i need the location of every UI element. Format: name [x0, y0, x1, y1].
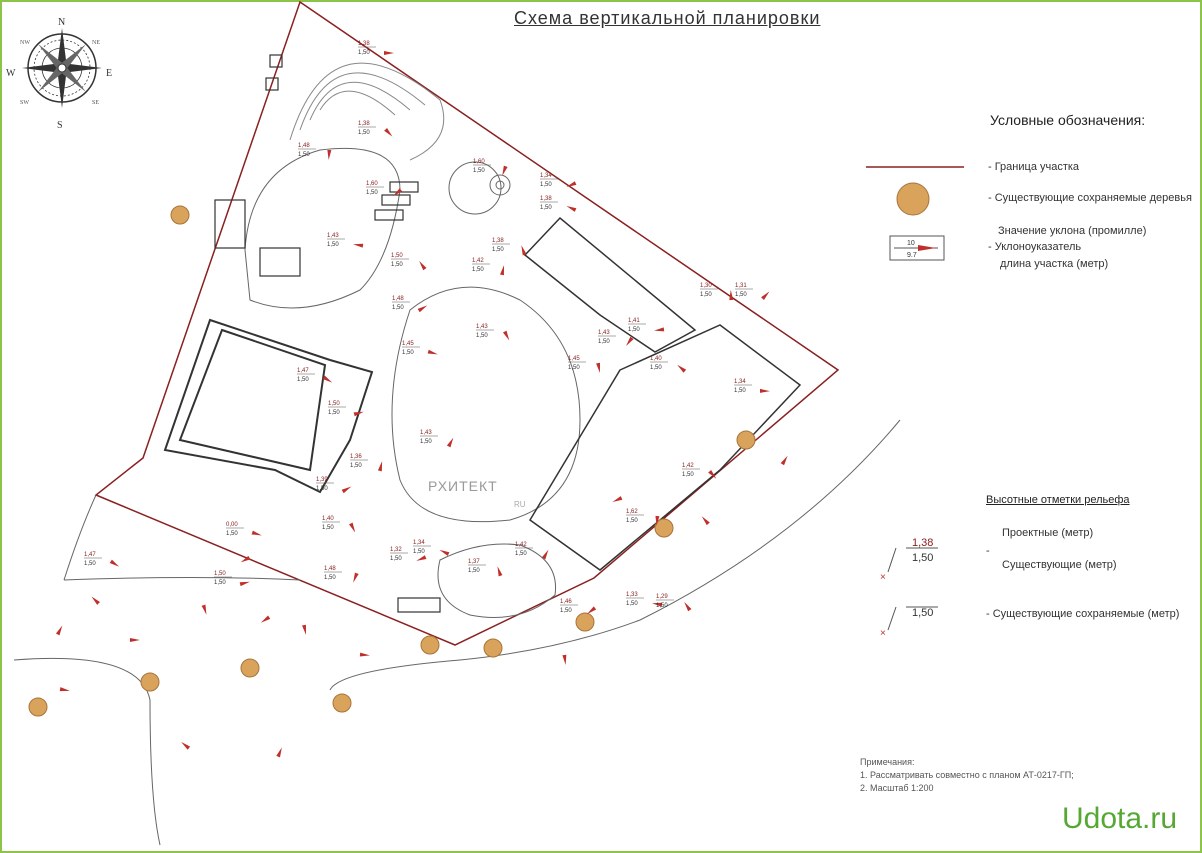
watermark-text: РХИТЕКТ: [428, 478, 498, 494]
elevation-legend-title: Высотные отметки рельефа: [986, 494, 1130, 506]
existing-elevation-value: 1,50: [735, 292, 747, 298]
slope-arrow-icon: [130, 638, 140, 642]
existing-elevation-value: 1,50: [298, 152, 310, 158]
site-watermark[interactable]: Udota.ru: [1062, 802, 1178, 835]
tree-icon: [333, 694, 351, 712]
slope-arrow-icon: [384, 128, 394, 138]
project-elevation-value: 1,60: [366, 181, 378, 187]
slope-arrow-icon: [683, 601, 692, 612]
tree-icon: [421, 636, 439, 654]
project-elevation-value: 1,46: [560, 599, 572, 605]
project-elevation-value: 1,34: [734, 379, 746, 385]
elevation-mark: [682, 463, 700, 478]
existing-elevation-value: 1,50: [468, 568, 480, 574]
slope-arrow-icon: [781, 455, 790, 466]
existing-elevation-value: 1,50: [473, 168, 485, 174]
svg-text:×: ×: [880, 572, 886, 583]
existing-elevation-value: 1,50: [700, 292, 712, 298]
watermark-sub: RU: [514, 500, 526, 509]
legend-length-label: длина участка (метр): [1000, 258, 1109, 270]
project-elevation-value: 1,29: [656, 594, 668, 600]
project-elevation-value: 1,39: [316, 477, 328, 483]
existing-elevation-value: 1,50: [598, 339, 610, 345]
slope-arrow-icon: [60, 687, 71, 693]
elevation-mark: [392, 296, 410, 311]
existing-elevation-value: 1,50: [650, 365, 662, 371]
project-elevation-value: 1,60: [473, 159, 485, 165]
curved-steps: [290, 63, 444, 160]
existing-elevation-value: 1,50: [350, 463, 362, 469]
slope-arrow-icon: [342, 485, 353, 493]
legend-title: Условные обозначения:: [990, 112, 1146, 128]
project-elevation-value: 1,38: [358, 41, 370, 47]
tree-icon: [171, 206, 189, 224]
legend-boundary-label: - Граница участка: [988, 161, 1080, 173]
slope-arrow-icon: [624, 337, 633, 347]
existing-elevation-value: 1,50: [682, 472, 694, 478]
notes-block: [860, 756, 1074, 795]
elevation-mark: [402, 341, 420, 356]
elevation-mark: [324, 566, 342, 581]
compass-ne-label: NE: [92, 40, 100, 46]
existing-elevation-value: 1,50: [628, 327, 640, 333]
slope-arrow-icon: [416, 555, 427, 562]
existing-elevation-value: 1,50: [297, 377, 309, 383]
existing-elevation-value: 1,50: [391, 262, 403, 268]
existing-elevation-value: 1,50: [322, 525, 334, 531]
elevation-mark: [226, 522, 244, 537]
slope-arrow-icon: [260, 616, 271, 625]
notes-line-2: 2. Масштаб 1:200: [860, 783, 934, 793]
notes-line-1: 1. Рассматривать совместно с планом АТ-0217-ГП;: [860, 770, 1074, 780]
slope-arrow-icon: [302, 625, 308, 636]
existing-elevation-value: 1,50: [226, 531, 238, 537]
slope-arrow-icon: [654, 327, 664, 332]
existing-elevation-value: 1,50: [328, 410, 340, 416]
elevation-mark: [366, 181, 384, 196]
slope-bottom-text: 9.7: [907, 252, 917, 259]
project-elevation-value: 1,62: [626, 509, 638, 515]
compass-s-label: S: [57, 120, 63, 131]
project-elevation-value: 1,43: [476, 324, 488, 330]
slope-arrow-icon: [202, 605, 209, 616]
elevation-mark: [598, 330, 616, 345]
existing-elevation-value: 1,50: [316, 486, 328, 492]
slope-top-text: 10: [907, 240, 915, 247]
notes-title: Примечания:: [860, 757, 915, 767]
elevation-mark: [628, 318, 646, 333]
project-elevation-value: 1,50: [328, 401, 340, 407]
existing-elevation-value: 1,50: [560, 608, 572, 614]
elevation-mark: [322, 516, 340, 531]
plot-boundary: [96, 2, 838, 645]
existing-elevation-value: 1,50: [656, 603, 668, 609]
elevation-mark: [560, 599, 578, 614]
slope-arrow-icon: [327, 150, 332, 160]
slope-arrow-icon: [323, 376, 334, 385]
slope-arrow-icon: [180, 740, 190, 749]
preserved-elevation-sample: 1,50: [912, 607, 934, 619]
slope-arrow-icon: [519, 245, 526, 256]
project-elevation-value: 1,42: [472, 258, 484, 264]
project-elevation-value: 1,43: [420, 430, 432, 436]
tree-icon: [29, 698, 47, 716]
elevation-mark: [468, 559, 486, 574]
project-elevation-value: 1,31: [735, 283, 747, 289]
compass-rose-icon: [22, 28, 102, 108]
elevation-mark: [656, 594, 674, 609]
existing-elevation-value: 1,50: [358, 130, 370, 136]
slope-arrow-icon: [353, 242, 363, 247]
existing-elevation-value: 1,50: [214, 580, 226, 586]
elevation-mark: [650, 356, 668, 371]
elevation-mark: [350, 454, 368, 469]
existing-elevation-value: 1,50: [324, 575, 336, 581]
tree-icon: [897, 183, 929, 215]
project-elevation-value: 1,40: [322, 516, 334, 522]
tree-icon: [737, 431, 755, 449]
existing-elevation-value: 1,50: [626, 601, 638, 607]
project-elevation-value: 1,47: [84, 552, 96, 558]
compass-e-label: E: [106, 68, 113, 79]
compass-n-label: N: [58, 17, 66, 28]
tree-icon: [484, 639, 502, 657]
project-elevation-value: 1,33: [626, 592, 638, 598]
existing-elevation-value: 1,50: [734, 388, 746, 394]
elevation-mark: [391, 253, 409, 268]
slope-arrow-icon: [276, 747, 283, 758]
lower-lawn: [438, 544, 556, 618]
project-elevation-value: 1,45: [402, 341, 414, 347]
elevation-mark: [540, 173, 558, 188]
elevation-mark: [214, 571, 232, 586]
project-elevation-value: 1,34: [540, 173, 552, 179]
legend-slope-value-label: Значение уклона (промилле): [998, 225, 1147, 237]
project-elevation-value: 1,50: [391, 253, 403, 259]
slope-arrow-icon: [349, 523, 357, 534]
project-elevation-value: 1,38: [492, 238, 504, 244]
slope-arrow-icon: [418, 304, 429, 313]
slope-arrow-icon: [384, 51, 394, 55]
slope-arrow-icon: [612, 496, 623, 504]
project-elevation-value: 1,48: [324, 566, 336, 572]
elevation-mark: [420, 430, 438, 445]
compass-nw-label: NW: [20, 40, 30, 46]
slope-arrow-icon: [676, 363, 686, 372]
project-elevation-value: 0,00: [226, 522, 238, 528]
slope-arrow-icon: [700, 515, 710, 525]
elevation-mark: [626, 592, 644, 607]
compass-sw-label: SW: [20, 100, 29, 106]
existing-elevation-value: 1,50: [492, 247, 504, 253]
legend-slope-indicator-label: - Уклоноуказатель: [988, 241, 1082, 253]
existing-elevation-value: 1,50: [390, 556, 402, 562]
slope-arrow-icon: [378, 461, 384, 472]
project-elevation-value: 1,48: [392, 296, 404, 302]
elevation-mark: [734, 379, 752, 394]
elevation-mark: [390, 547, 408, 562]
project-elevation-value: 1,36: [350, 454, 362, 460]
elevation-mark: [298, 143, 316, 158]
slope-arrow-icon: [542, 549, 550, 560]
existing-elevation-value: 1,50: [540, 205, 552, 211]
existing-elevation-value: 1,50: [568, 365, 580, 371]
svg-text:×: ×: [880, 628, 886, 639]
project-elevation-value: 1,40: [650, 356, 662, 362]
slope-arrow-icon: [351, 573, 358, 584]
slope-arrow-icon: [90, 595, 100, 605]
project-elevation-value: 1,32: [390, 547, 402, 553]
slope-arrow-icon: [56, 625, 64, 636]
project-elevation-value: 1,41: [628, 318, 640, 324]
upper-lawn: [245, 148, 400, 308]
project-elevation-value: 1,34: [413, 540, 425, 546]
project-elevation-value: 1,38: [540, 196, 552, 202]
existing-elevation-value: 1,50: [84, 561, 96, 567]
tree-icon: [241, 659, 259, 677]
slope-arrow-icon: [252, 531, 263, 538]
elevation-mark: [626, 509, 644, 524]
elevation-mark: [735, 283, 753, 298]
elevation-mark: [472, 258, 490, 273]
elevation-mark: [358, 121, 376, 136]
project-elevation-value: 1,37: [468, 559, 480, 565]
project-elevation-value: 1,50: [214, 571, 226, 577]
project-elevation-value: 1,43: [327, 233, 339, 239]
slope-arrow-icon: [392, 188, 402, 197]
elevation-mark: [297, 368, 315, 383]
slope-arrow-icon: [110, 560, 121, 569]
slope-arrow-icon: [417, 260, 426, 270]
slope-arrow-icon: [760, 389, 770, 393]
existing-elevation-value: 1,50: [327, 242, 339, 248]
existing-elevation-value: 1,50: [358, 50, 370, 56]
slope-arrow-icon: [503, 331, 511, 342]
existing-elevation-value: 1,50: [540, 182, 552, 188]
elevation-mark: [413, 540, 431, 555]
slope-arrow-icon: [761, 290, 771, 300]
elevation-mark: [328, 401, 346, 416]
existing-elevation-value: 1,50: [626, 518, 638, 524]
slope-arrow-icon: [447, 437, 455, 448]
building-right: [525, 218, 800, 570]
existing-elevation-label: Существующие (метр): [1002, 559, 1117, 571]
project-elevation-value: 1,43: [598, 330, 610, 336]
existing-elevation-value: 1,50: [420, 439, 432, 445]
project-elevation-value: 1,42: [515, 542, 527, 548]
elevation-mark: [540, 196, 558, 211]
project-elevation-value: 1,38: [358, 121, 370, 127]
slope-arrow-icon: [562, 655, 567, 665]
project-elevation-sample: 1,38: [912, 537, 934, 549]
project-elevation-value: 1,48: [298, 143, 310, 149]
existing-elevation-value: 1,50: [476, 333, 488, 339]
project-elevation-value: 1,47: [297, 368, 309, 374]
slope-arrow-icon: [439, 548, 450, 556]
preserved-elevation-label: - Существующие сохраняемые (метр): [986, 608, 1180, 620]
legend-trees-label: - Существующие сохраняемые деревья: [988, 192, 1192, 204]
slope-arrow-icon: [596, 363, 602, 374]
project-elevation-label: Проектные (метр): [1002, 527, 1094, 539]
existing-elevation-value: 1,50: [402, 350, 414, 356]
slope-arrow-icon: [496, 566, 503, 577]
slope-arrow-icon: [428, 350, 439, 357]
elevation-mark: [492, 238, 510, 253]
house-footprint: [165, 320, 372, 492]
slope-arrow-icon: [360, 653, 370, 658]
slope-arrow-icon: [500, 265, 506, 276]
elevation-mark: [327, 233, 345, 248]
elevation-mark: [473, 159, 491, 174]
existing-elevation-value: 1,50: [515, 551, 527, 557]
slope-arrow-icon: [566, 204, 577, 212]
tree-icon: [576, 613, 594, 631]
existing-elevation-sample: 1,50: [912, 552, 934, 564]
compass-se-label: SE: [92, 100, 100, 106]
elevation-mark: [476, 324, 494, 339]
existing-elevation-value: 1,50: [413, 549, 425, 555]
project-elevation-value: 1,30: [700, 283, 712, 289]
existing-elevation-value: 1,50: [472, 267, 484, 273]
existing-elevation-value: 1,50: [366, 190, 378, 196]
elevation-mark: [84, 552, 102, 567]
existing-elevation-value: 1,50: [392, 305, 404, 311]
project-elevation-value: 1,42: [682, 463, 694, 469]
page-title: Схема вертикальной планировки: [514, 8, 821, 28]
project-elevation-value: 1,45: [568, 356, 580, 362]
compass-w-label: W: [6, 68, 16, 79]
slope-arrow-icon: [240, 580, 251, 586]
tree-icon: [141, 673, 159, 691]
